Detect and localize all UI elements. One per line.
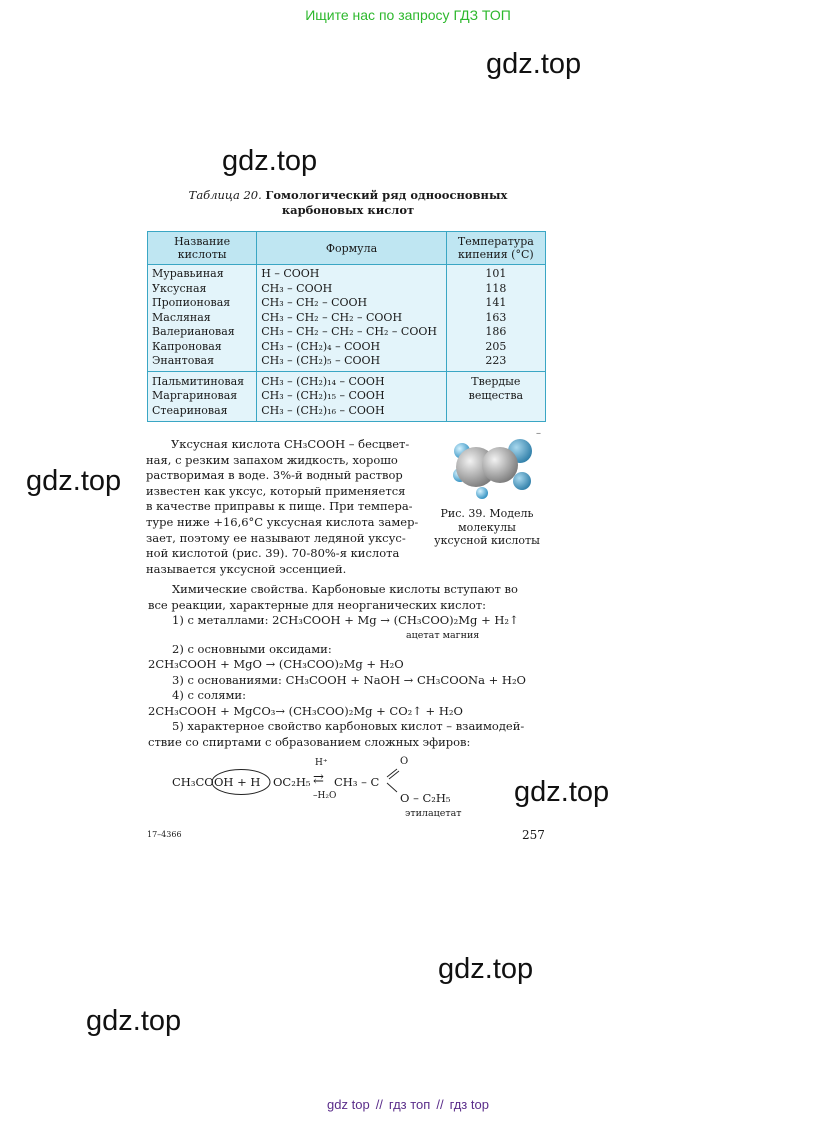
acid-name: Уксусная xyxy=(152,281,207,295)
table-title-line1: Гомологический ряд одноосновных xyxy=(265,188,508,202)
acid-name: Пропионовая xyxy=(152,296,231,309)
boiling-temp: 163 xyxy=(485,310,507,324)
acid-name: Пальмитиновая xyxy=(152,374,245,388)
figure-caption-line: уксусной кислоты xyxy=(434,534,540,547)
chem-line: 2) с основными оксидами: xyxy=(172,641,332,656)
header-boiling-temp: Температура кипения (°С) xyxy=(446,232,545,265)
boiling-temp: 118 xyxy=(485,281,507,295)
paragraph-line: Уксусная кислота CH₃COOH – бесцвет- xyxy=(171,437,410,451)
acid-name: Валериановая xyxy=(152,325,235,338)
paragraph-line: растворимая в воде. 3%-й водный раствор xyxy=(146,468,403,483)
acid-formula: CH₃ – CH₂ – COOH xyxy=(261,296,368,309)
chem-line: 1) с металлами: 2CH₃COOH + Mg → (CH₃COO)₂Mg + H₂↑ xyxy=(172,613,519,627)
table-title-line2: карбоновых кислот xyxy=(281,203,415,217)
chem-line: 5) характерное свойство карбоновых кислот – взаимодей- xyxy=(172,719,525,733)
chem-line: 4) с солями: xyxy=(172,688,246,702)
acid-name: Маргариновая xyxy=(152,389,238,402)
watermark: gdz.top xyxy=(486,48,582,80)
formula-cell xyxy=(257,265,446,372)
acid-formula: CH₃ – (CH₂)₁₆ – COOH xyxy=(261,403,385,417)
acid-formula: CH₃ – (CH₂)₁₄ – COOH xyxy=(261,374,385,388)
chem-annotation: ацетат магния xyxy=(406,629,480,641)
acid-name: Масляная xyxy=(152,310,211,324)
chem-line: 3) с основаниями: CH₃COOH + NaOH → CH₃COONa + H₂O xyxy=(172,672,526,687)
homologous-series-table xyxy=(147,231,546,422)
ester-tail: O – C₂H₅ xyxy=(400,791,451,805)
footer-links xyxy=(0,1097,816,1112)
watermark: gdz.top xyxy=(514,776,610,808)
paragraph-line: ной кислотой (рис. 39). 70-80%-я кислота xyxy=(146,546,400,561)
acid-name-cell xyxy=(148,265,257,372)
paragraph-line: называется уксусной эссенцией. xyxy=(146,561,347,576)
boiling-temp: 186 xyxy=(485,325,507,338)
watermark: gdz.top xyxy=(26,465,122,497)
figure-caption-line: Рис. 39. Модель xyxy=(440,507,534,520)
boiling-temp: 223 xyxy=(485,354,507,367)
paragraph-line: в качестве приправы к пище. При темпера- xyxy=(146,499,413,514)
page-number: 257 xyxy=(522,828,545,842)
acid-formula: CH₃ – COOH xyxy=(261,281,333,295)
acid-formula: CH₃ – CH₂ – CH₂ – COOH xyxy=(261,310,403,324)
figure-caption xyxy=(428,507,546,548)
acid-name: Стеариновая xyxy=(152,403,228,417)
acid-formula: CH₃ – CH₂ – CH₂ – CH₂ – COOH xyxy=(261,325,437,338)
carbonyl-oxygen: O xyxy=(400,756,409,767)
boiling-temp: 101 xyxy=(485,267,507,280)
footer-separator: // xyxy=(436,1097,444,1112)
table-row xyxy=(148,265,546,372)
solid-state-label: Твердые вещества xyxy=(468,374,524,402)
footer-link[interactable]: гдз top xyxy=(449,1097,489,1112)
footer-link[interactable]: gdz top xyxy=(327,1097,370,1112)
table-number: Таблица 20. xyxy=(188,188,262,202)
paragraph-line: известен как уксус, который применяется xyxy=(146,483,406,498)
chemical-properties xyxy=(148,582,552,750)
acid-formula: CH₃ – (CH₂)₅ – COOH xyxy=(261,354,381,367)
corner-mark: – xyxy=(536,428,541,439)
temp-cell xyxy=(446,265,545,372)
acid-name: Муравьиная xyxy=(152,267,224,280)
acid-name-cell xyxy=(148,371,257,422)
formula-cell xyxy=(257,371,446,422)
product-core: CH₃ – C xyxy=(334,775,380,789)
table-caption xyxy=(148,188,548,218)
reactant-alcohol: OC₂H₅ xyxy=(273,775,311,789)
chem-line: 2CH₃COOH + MgO → (CH₃COO)₂Mg + H₂O xyxy=(148,657,404,671)
footer-separator: // xyxy=(375,1097,383,1112)
circled-water-part: OH + H xyxy=(214,775,261,789)
table-row xyxy=(148,371,546,422)
paragraph-line: ная, с резким запахом жидкость, хорошо xyxy=(146,452,398,467)
product-name: этилацетат xyxy=(405,808,462,819)
watermark: gdz.top xyxy=(86,1005,182,1037)
header-name: Название кислоты xyxy=(148,232,257,265)
equilibrium-arrow: ⇄ xyxy=(313,772,324,787)
print-code: 17–4366 xyxy=(147,830,182,839)
reactant-acid: CH₃CO xyxy=(172,775,214,789)
watermark: gdz.top xyxy=(222,145,318,177)
boiling-temp: 205 xyxy=(485,339,507,353)
bond-lines xyxy=(383,764,407,800)
chem-line: ствие со спиртами с образованием сложных эфиров: xyxy=(148,734,471,749)
figure-caption-line: молекулы xyxy=(458,520,516,534)
acid-name: Капроновая xyxy=(152,339,222,353)
boiling-temp: 141 xyxy=(485,296,507,309)
acetic-acid-paragraph xyxy=(146,437,424,577)
acid-formula: CH₃ – (CH₂)₁₅ – COOH xyxy=(261,389,385,402)
paragraph-line: зает, поэтому ее называют ледяной уксус- xyxy=(146,530,406,545)
catalyst-label: H⁺ xyxy=(315,758,328,768)
chem-line: Химические свойства. Карбоновые кислоты вступают во xyxy=(172,582,518,596)
circle-highlight xyxy=(210,767,272,797)
chem-line: 2CH₃COOH + MgCO₃→ (CH₃COO)₂Mg + CO₂↑ + H₂O xyxy=(148,703,463,718)
acid-formula: H – COOH xyxy=(261,267,320,280)
acid-formula: CH₃ – (CH₂)₄ – COOH xyxy=(261,339,381,353)
acetic-acid-molecule-model xyxy=(446,431,536,501)
watermark: gdz.top xyxy=(438,953,534,985)
chem-line: все реакции, характерные для неорганических кислот: xyxy=(148,597,487,612)
top-banner[interactable]: Ищите нас по запросу ГДЗ ТОП xyxy=(305,7,511,23)
acid-name: Энантовая xyxy=(152,354,215,367)
footer-link[interactable]: гдз топ xyxy=(388,1097,431,1112)
paragraph-line: туре ниже +16,6°С уксусная кислота замер- xyxy=(146,514,419,529)
water-removal-label: –H₂O xyxy=(313,791,337,801)
header-formula: Формула xyxy=(257,232,446,265)
temp-cell xyxy=(446,371,545,422)
